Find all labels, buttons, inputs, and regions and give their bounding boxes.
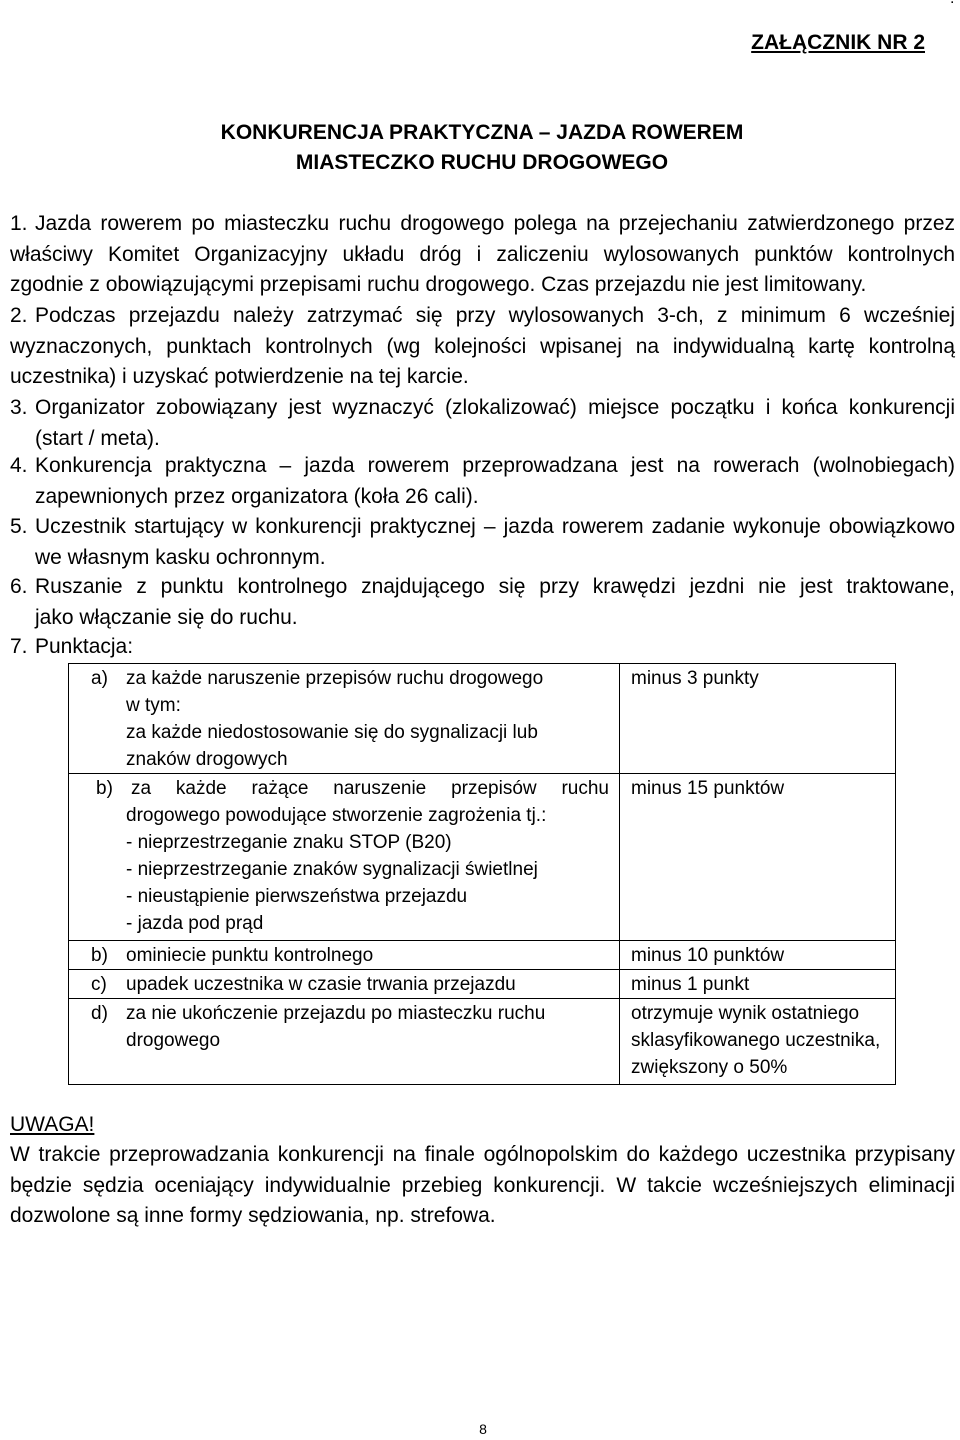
- rule-7-first-line: [10, 632, 955, 663]
- description-line: [91, 665, 609, 692]
- note-line: W trakcie przeprowadzania konkurencji na finale ogólnopolskim do każdego uczestnika przypisany: [10, 1143, 955, 1166]
- rule-text-line: we własnym kasku ochronnym.: [35, 545, 326, 569]
- description-line: w tym:: [126, 695, 181, 716]
- penalty-cell: [620, 970, 896, 999]
- rule-number: 7.: [10, 635, 28, 658]
- corner-mark: [950, 0, 954, 7]
- description-text: ominiecie punktu kontrolnego: [126, 945, 374, 966]
- rule-1: [10, 209, 955, 301]
- description-text: upadek uczestnika w czasie trwania przejazdu: [126, 974, 516, 995]
- rule-text-line: wyznaczonych, punktach kontrolnych (wg kolejności wpisanej na indywidualną kartę kontrolną: [10, 334, 955, 358]
- table-row: [69, 970, 896, 999]
- note-paragraph: [10, 1140, 955, 1232]
- description-line: drogowego: [126, 1030, 221, 1051]
- page-number: 8: [479, 1421, 487, 1437]
- rule-5: [10, 512, 955, 573]
- rule-text-line: Organizator zobowiązany jest wyznaczyć (zlokalizować) miejsce początku i końca konkurencji: [35, 396, 955, 419]
- rule-number: 4.: [10, 454, 28, 477]
- description-line: - jazda pod prąd: [126, 913, 264, 934]
- rule-6-first-line: [10, 572, 955, 603]
- rule-4-first-line: [10, 451, 955, 482]
- description-cell: [69, 941, 620, 970]
- description-cell: [69, 664, 620, 774]
- rule-number: 6.: [10, 575, 28, 598]
- description-line: - nieustąpienie pierwszeństwa przejazdu: [126, 886, 468, 907]
- description-text: za każde rażące naruszenie przepisów ruchu: [131, 778, 609, 799]
- rule-4: [10, 451, 955, 512]
- description-line: za każde niedostosowanie się do sygnalizacji lub: [126, 722, 538, 743]
- rule-text-line: Jazda rowerem po miasteczku ruchu drogowego polega na przejechaniu zatwierdzonego przez: [35, 212, 955, 235]
- rule-number: 1.: [10, 212, 28, 235]
- description-line: znaków drogowych: [126, 749, 288, 770]
- penalty-cell: [620, 941, 896, 970]
- rule-text-line: uczestnika) i uzyskać potwierdzenie na tej karcie.: [10, 365, 469, 388]
- description-line: drogowego powodujące stworzenie zagrożenia tj.:: [126, 805, 547, 826]
- description-cell: [69, 999, 620, 1085]
- rule-1-first-line: [10, 209, 955, 240]
- table-row: [69, 941, 896, 970]
- description-cell: [69, 970, 620, 999]
- title-line-2: MIASTECZKO RUCHU DROGOWEGO: [295, 151, 669, 174]
- title-line-1: KONKURENCJA PRAKTYCZNA – JAZDA ROWEREM: [220, 121, 744, 144]
- table-row: [69, 999, 896, 1085]
- description-line: [91, 942, 609, 969]
- rule-text-line: Ruszanie z punktu kontrolnego znajdującego się przy krawędzi jezdni nie jest traktowane,: [35, 575, 955, 598]
- penalty-line: minus 1 punkt: [631, 974, 750, 995]
- penalty-cell: [620, 774, 896, 941]
- row-marker: b): [96, 778, 113, 799]
- rule-text-line: Podczas przejazdu należy zatrzymać się przy wylosowanych 3-ch, z minimum 6 wcześniej: [35, 304, 955, 327]
- table-row: [69, 664, 896, 774]
- row-marker: b): [91, 945, 108, 966]
- penalty-line: minus 15 punktów: [631, 778, 785, 799]
- description-line: - nieprzestrzeganie znaków sygnalizacji świetlnej: [126, 859, 538, 880]
- attachment-label: ZAŁĄCZNIK NR 2: [751, 31, 925, 54]
- rule-number: 2.: [10, 304, 28, 327]
- rule-3-first-line: [10, 393, 955, 424]
- description-text: za każde naruszenie przepisów ruchu drogowego: [126, 668, 544, 689]
- rule-text-line: zgodnie z obowiązującymi przepisami ruchu drogowego. Czas przejazdu nie jest limitowany.: [10, 273, 867, 296]
- penalty-cell: [620, 999, 896, 1085]
- rule-text-line: Konkurencja praktyczna – jazda rowerem przeprowadzana jest na rowerach (wolnobiegach): [35, 454, 955, 477]
- row-marker: d): [91, 1003, 108, 1024]
- description-line: - nieprzestrzeganie znaku STOP (B20): [126, 832, 452, 853]
- description-line: [91, 1000, 609, 1027]
- description-cell: [69, 774, 620, 941]
- row-marker: a): [91, 668, 108, 689]
- description-line: [91, 971, 609, 998]
- rule-text-line: właściwy Komitet Organizacyjny układu dróg i zaliczeniu wylosowanych punktów kontrolnych: [10, 242, 955, 266]
- rule-3: [10, 393, 955, 454]
- description-text: za nie ukończenie przejazdu po miasteczku ruchu: [126, 1003, 546, 1024]
- rule-2-first-line: [10, 301, 955, 332]
- penalty-line: minus 3 punkty: [631, 668, 759, 689]
- rule-text-line: Punktacja:: [35, 635, 134, 658]
- rule-text-line: Uczestnik startujący w konkurencji praktycznej – jazda rowerem zadanie wykonuje obowiązkowo: [35, 515, 955, 538]
- penalty-line: sklasyfikowanego uczestnika,: [631, 1030, 881, 1051]
- table-row: [69, 774, 896, 941]
- rule-text-line: (start / meta).: [35, 426, 160, 450]
- note-heading: UWAGA!: [10, 1113, 95, 1136]
- note-line: będzie sędzia oceniający indywidualnie przebieg konkurencji. W takcie wcześniejszych eliminacji: [10, 1173, 955, 1197]
- scoring-table: [68, 663, 896, 1085]
- rule-2: [10, 301, 955, 393]
- penalty-cell: [620, 664, 896, 774]
- penalty-line: zwiększony o 50%: [631, 1057, 788, 1078]
- rule-5-first-line: [10, 512, 955, 543]
- penalty-line: otrzymuje wynik ostatniego: [631, 1003, 860, 1024]
- description-line: [96, 775, 609, 802]
- row-marker: c): [91, 974, 107, 995]
- penalty-line: minus 10 punktów: [631, 945, 785, 966]
- rule-7: [10, 632, 955, 663]
- rule-number: 5.: [10, 515, 28, 538]
- rule-6: [10, 572, 955, 633]
- rule-number: 3.: [10, 396, 28, 419]
- note-line: dozwolone są inne formy sędziowania, np. strefowa.: [10, 1204, 496, 1227]
- rule-text-line: zapewnionych przez organizatora (koła 26 cali).: [35, 484, 479, 508]
- rule-text-line: jako włączanie się do ruchu.: [35, 605, 298, 629]
